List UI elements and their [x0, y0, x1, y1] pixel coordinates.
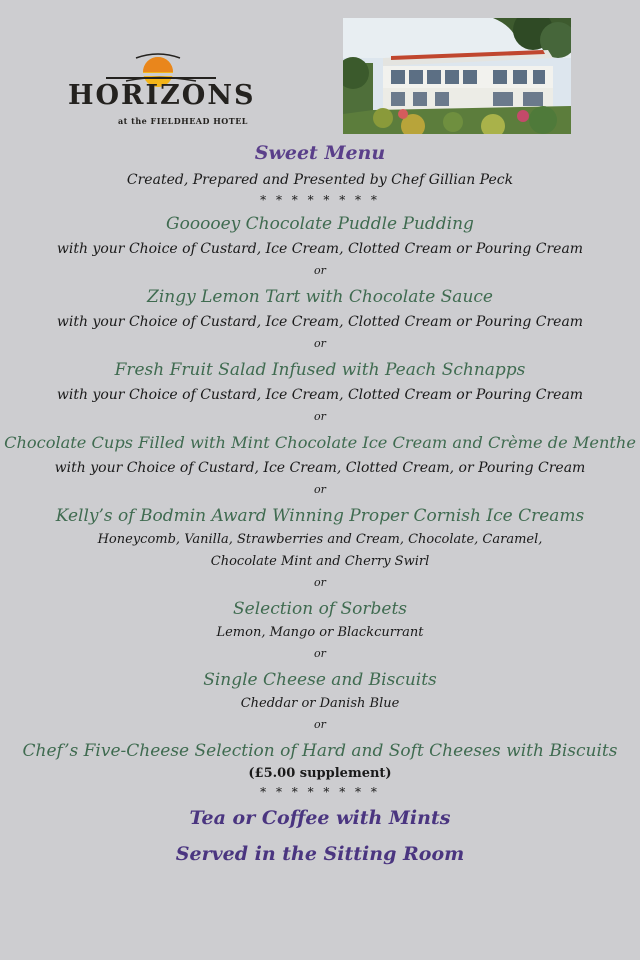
or-separator: or: [314, 337, 326, 350]
hotel-building-icon: [343, 18, 571, 134]
logo-wordmark: HORIZONS: [68, 80, 256, 111]
or-separator: or: [314, 576, 326, 589]
or-separator: or: [314, 718, 326, 731]
chef-credit: Created, Prepared and Presented by Chef Gillian Peck: [126, 172, 514, 188]
dish-name: Chocolate Cups Filled with Mint Chocolate Ice Cream and Crème de Menthe: [4, 433, 636, 452]
dish-name: Kelly’s of Bodmin Award Winning Proper Cornish Ice Creams: [55, 506, 585, 526]
or-separator: or: [314, 410, 326, 423]
divider-stars-bottom: * * * * * * * *: [260, 785, 380, 799]
sweet-menu: [0, 138, 640, 872]
dish-description: Chocolate Mint and Cherry Swirl: [210, 554, 430, 569]
divider-stars-top: * * * * * * * *: [260, 193, 380, 207]
dish-name: Chef’s Five-Cheese Selection of Hard and Soft Cheeses with Biscuits: [22, 741, 618, 761]
dish-description: with your Choice of Custard, Ice Cream, Clotted Cream or Pouring Cream: [56, 387, 584, 403]
supplement-note: (£5.00 supplement): [248, 766, 392, 781]
or-separator: or: [314, 647, 326, 660]
dish-name: Gooooey Chocolate Puddle Pudding: [166, 214, 474, 234]
dish-description: Lemon, Mango or Blackcurrant: [216, 625, 424, 640]
dish-description: with your Choice of Custard, Ice Cream, Clotted Cream or Pouring Cream: [56, 314, 584, 330]
header: [0, 0, 640, 140]
dish-name: Zingy Lemon Tart with Chocolate Sauce: [147, 287, 493, 307]
hotel-photo: [343, 18, 571, 134]
menu-title: Sweet Menu: [254, 142, 386, 164]
logo-subtitle: at the FIELDHEAD HOTEL: [118, 116, 248, 126]
or-separator: or: [314, 483, 326, 496]
dish-name: Selection of Sorbets: [232, 599, 408, 619]
closing-tea-coffee: Tea or Coffee with Mints: [189, 807, 451, 829]
or-separator: or: [314, 264, 326, 277]
closing-sitting-room: Served in the Sitting Room: [175, 843, 465, 865]
horizons-logo: [66, 50, 256, 130]
dish-description: with your Choice of Custard, Ice Cream, Clotted Cream or Pouring Cream: [56, 241, 584, 257]
dish-name: Fresh Fruit Salad Infused with Peach Schnapps: [114, 360, 526, 380]
dish-description: with your Choice of Custard, Ice Cream, Clotted Cream, or Pouring Cream: [54, 460, 586, 476]
dish-description: Honeycomb, Vanilla, Strawberries and Cream, Chocolate, Caramel,: [97, 532, 543, 547]
dish-name: Single Cheese and Biscuits: [203, 670, 437, 690]
dish-description: Cheddar or Danish Blue: [240, 696, 400, 711]
